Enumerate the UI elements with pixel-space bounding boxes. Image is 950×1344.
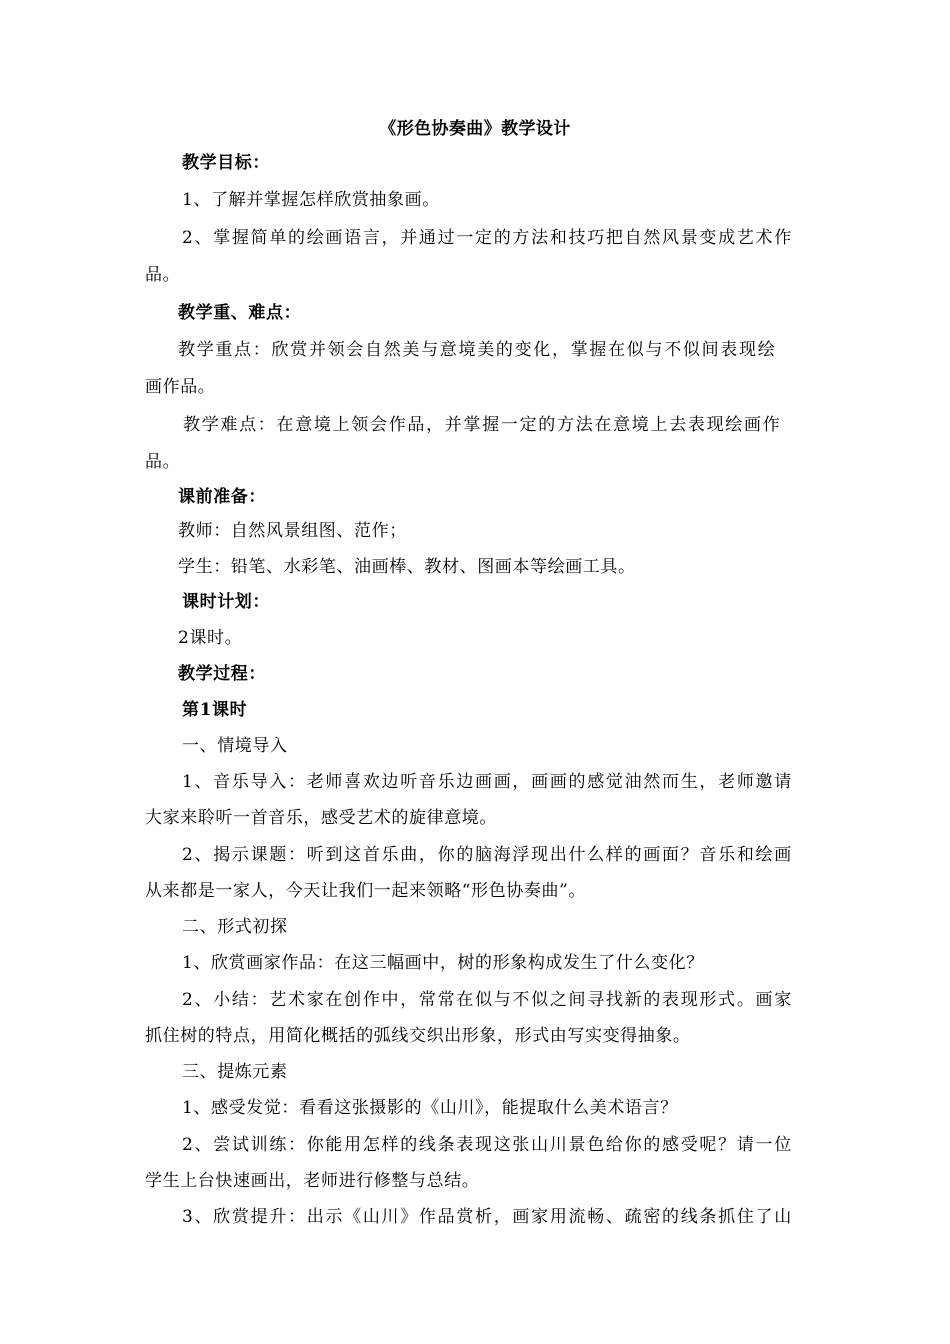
paragraph-line: 1、欣赏画家作品：在这三幅画中，树的形象构成发生了什么变化？ xyxy=(182,953,704,973)
heading-key-difficult-points: 教学重、难点： xyxy=(178,303,302,323)
paragraph-line: 2、尝试训练：你能用怎样的线条表现这张山川景色给你的感受呢？请一位 xyxy=(182,1135,793,1155)
heading-teaching-process: 教学过程： xyxy=(178,664,266,684)
paragraph-line: 1、感受发觉：看看这张摄影的《山川》，能提取什么美术语言？ xyxy=(182,1098,678,1118)
heading-preparation: 课前准备： xyxy=(178,487,266,507)
paragraph-line: 3、欣赏提升：出示《山川》作品赏析，画家用流畅、疏密的线条抓住了山 xyxy=(182,1207,793,1227)
paragraph-line: 品。 xyxy=(145,265,181,285)
heading-teaching-goals: 教学目标： xyxy=(182,153,270,173)
paragraph-line: 学生：铅笔、水彩笔、油画棒、教材、图画本等绘画工具。 xyxy=(178,557,636,577)
paragraph-line: 学生上台快速画出，老师进行修整与总结。 xyxy=(145,1171,480,1191)
paragraph-line: 画作品。 xyxy=(145,377,216,397)
heading-lesson-1: 第1课时 xyxy=(182,700,248,720)
paragraph-line: 1、了解并掌握怎样欣赏抽象画。 xyxy=(182,190,440,210)
section-heading: 三、提炼元素 xyxy=(182,1062,288,1082)
paragraph-line: 从来都是一家人，今天让我们一起来领略“形色协奏曲”。 xyxy=(145,881,586,901)
paragraph-line: 大家来聆听一首音乐，感受艺术的旋律意境。 xyxy=(145,808,497,828)
paragraph-line: 2、小结：艺术家在创作中，常常在似与不似之间寻找新的表现形式。画家 xyxy=(182,990,793,1010)
paragraph-line: 教学重点：欣赏并领会自然美与意境美的变化，掌握在似与不似间表现绘 xyxy=(178,340,777,360)
document-title: 《形色协奏曲》教学设计 xyxy=(379,119,571,139)
paragraph-line: 抓住树的特点，用简化概括的弧线交织出形象，形式由写实变得抽象。 xyxy=(145,1026,691,1046)
paragraph-line: 2、揭示课题：听到这首乐曲，你的脑海浮现出什么样的画面？音乐和绘画 xyxy=(182,845,793,865)
section-heading: 一、情境导入 xyxy=(182,736,288,756)
heading-lesson-plan: 课时计划： xyxy=(182,592,270,612)
paragraph-line: 2、掌握简单的绘画语言，并通过一定的方法和技巧把自然风景变成艺术作 xyxy=(182,228,793,248)
paragraph-line: 教学难点：在意境上领会作品，并掌握一定的方法在意境上去表现绘画作 xyxy=(183,415,782,435)
paragraph-line: 教师：自然风景组图、范作； xyxy=(178,521,407,541)
paragraph-line: 品。 xyxy=(145,452,181,472)
paragraph-line: 1、音乐导入：老师喜欢边听音乐边画画，画画的感觉油然而生，老师邀请 xyxy=(182,772,793,792)
section-heading: 二、形式初探 xyxy=(182,917,288,937)
paragraph-line: 2课时。 xyxy=(178,628,243,648)
